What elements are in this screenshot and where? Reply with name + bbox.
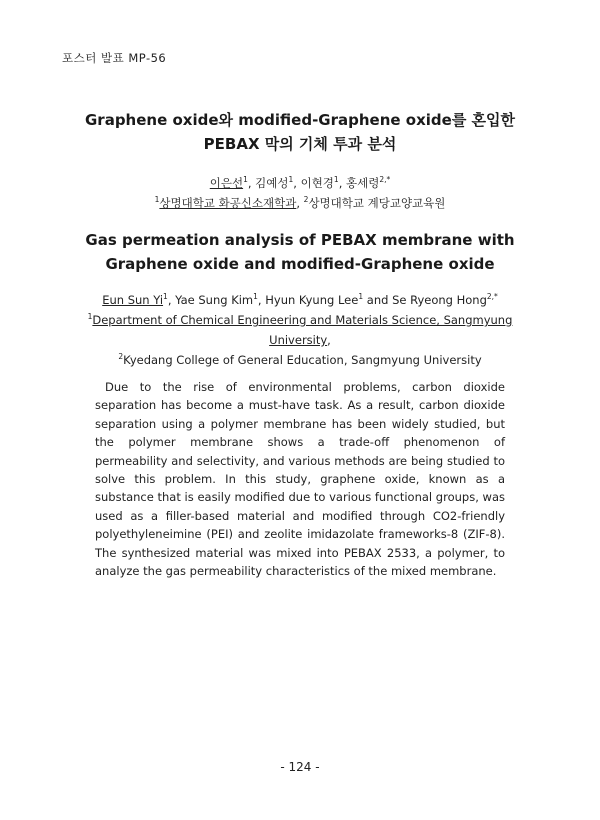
author-ko-2: 김예성 [255, 176, 289, 190]
aff-en-2-sup: 2 [118, 352, 124, 362]
author-ko-4: 홍세령 [346, 176, 380, 190]
author-ko-3-sup: 1 [333, 175, 339, 185]
affiliation-en-1-line2: University [269, 333, 328, 347]
affiliation-en-1-line1: Department of Chemical Engineering and Materials Science, Sangmyung [92, 313, 513, 327]
aff-ko-2-sup: 2 [303, 195, 309, 205]
author-ko-1: 이은선 [209, 176, 244, 190]
english-title-line2: Graphene oxide and modified-Graphene oxide [105, 255, 495, 273]
author-en-and: and [366, 293, 389, 307]
affiliation-en-2: Kyedang College of General Education, Sangmyung University [123, 353, 482, 367]
english-authors: Eun Sun Yi$^1$, Yae Sung Kim$^1$, Hyun Kyung Lee$^1$ and Se Ryeong Hong$^{2,*}$ [102, 292, 498, 307]
affiliation-ko-2: 상명대학교 계당교양교육원 [308, 196, 446, 210]
author-en-1: Eun Sun Yi [102, 293, 164, 307]
author-en-2: Yae Sung Kim [175, 293, 254, 307]
session-label: 포스터 발표 MP-56 [62, 51, 167, 65]
korean-title-line2: PEBAX 막의 기체 투과 분석 [203, 135, 397, 153]
korean-title-line1: Graphene oxide와 modified-Graphene oxide를 혼입한 [84, 111, 516, 129]
author-ko-1-sup: 1 [243, 175, 248, 185]
english-authors-block [60, 290, 540, 370]
aff-ko-1-sup: 1 [154, 195, 160, 205]
english-title [60, 228, 540, 276]
author-en-4-sup: 2,* [486, 292, 498, 302]
english-affiliation-2 [60, 350, 540, 370]
korean-authors-block [60, 173, 540, 213]
author-en-2-sup: 1 [253, 292, 258, 302]
author-en-4: Se Ryeong Hong [392, 293, 487, 307]
korean-title [60, 108, 540, 156]
author-ko-3: 이현경 [300, 176, 334, 190]
affiliation-ko-1: 상명대학교 화공신소재학과 [159, 196, 297, 210]
author-en-3: Hyun Kyung Lee [265, 293, 359, 307]
author-en-1-sup: 1 [163, 292, 168, 302]
page-number: - 124 - [280, 760, 320, 774]
aff-en-1-sup: 1 [87, 312, 93, 322]
author-ko-2-sup: 1 [288, 175, 294, 185]
author-en-3-sup: 1 [358, 292, 364, 302]
abstract-paragraph: Due to the rise of environmental problems, carbon dioxide separation has become a must-have task. As a result, carbon dioxide separation using a polymer membrane has been widely studied, but the polymer membrane shows a trade-off phenomenon of permeability and selectivity, and various methods are being studied to solve this problem. In this study, graphene oxide, known as a substance that is easily modified due to various functional groups, was used as a filler-based material and modified through CO2-friendly polyethyleneimine (PEI) and zeolite imidazolate frameworks-8 (ZIF-8). The synthesized material was mixed into PEBAX 2533, a polymer, to analyze the gas permeability characteristics of the mixed membrane. [95, 380, 505, 579]
english-affiliation-1 [60, 310, 540, 330]
author-ko-4-sup: 2,* [379, 175, 391, 185]
korean-affiliations: $^1$상명대학교 화공신소재학과, $^2$상명대학교 계당교양교육원 [154, 195, 446, 210]
korean-authors: 이은선$^1$, 김예성$^1$, 이현경$^1$, 홍세령$^{2,*}$ [209, 175, 391, 190]
english-affiliation-1-cont: University, [269, 333, 331, 347]
english-title-line1: Gas permeation analysis of PEBAX membrane with [85, 231, 515, 249]
